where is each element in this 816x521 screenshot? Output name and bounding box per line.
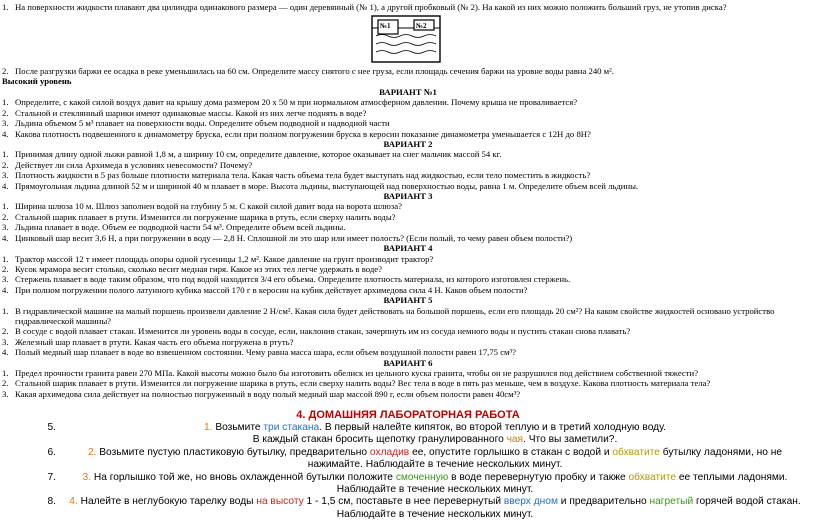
item-number: 3. xyxy=(2,222,9,233)
variant-item xyxy=(0,222,816,232)
variant-item xyxy=(0,368,816,378)
highlighted-word: обхватите xyxy=(612,446,660,458)
item-text: Какова плотность подвешенного к динамометру бруска, если при полном погружении бруска в керосин показание динамометра уменьшается с 12Н до 8Н? xyxy=(15,128,591,139)
text-segment: бутылку ладонями, но не нажимайте. Наблюдайте в течение нескольких минут. xyxy=(307,446,783,471)
homework-item-number: 8. xyxy=(47,496,56,508)
text-segment: . Что вы заметили?. xyxy=(523,434,618,446)
item-number: 4. xyxy=(2,180,9,191)
homework-section xyxy=(0,409,816,521)
text-segment: Налейте в неглубокую тарелку воды xyxy=(80,496,257,508)
variant-item xyxy=(0,160,816,170)
variant-title: ВАРИАНТ 5 xyxy=(383,295,433,306)
variant-item xyxy=(0,378,816,388)
item-number: 1. xyxy=(2,97,9,108)
item-text: Стержень плавает в воде таким образом, что под водой находится 3/4 его объема. Определите плотность материала, из которого изготовлен стержень. xyxy=(15,274,571,285)
homework-item-number: 6. xyxy=(47,446,56,458)
variant-item xyxy=(0,274,816,284)
variant-item xyxy=(0,285,816,295)
item-text: На поверхности жидкости плавают два цилиндра одинакового размера — один деревянный (№ 1), а другой пробковый (№ 2). На какой из них можно положить больший груз, не утопив диска? xyxy=(15,2,727,12)
highlighted-word: чая xyxy=(506,434,524,446)
text-segment: ее теплыми ладонями. Наблюдайте в течение нескольких минут. xyxy=(336,471,788,496)
wave-3 xyxy=(376,51,436,54)
item-text: В гидравлической машине на малый поршень произвели давление 2 Н/см². Какая сила будет действовать на большой поршень, если его площадь 20 см²? На каком свойстве жидкостей основано устройство гидравлической машины? xyxy=(15,305,775,326)
text-segment: 1 - 1,5 см, поставьте в нее перевернутый xyxy=(303,496,504,508)
wave-2 xyxy=(376,43,436,46)
highlighted-word: нагретый xyxy=(649,496,694,508)
item-number: 3. xyxy=(2,118,9,129)
homework-item xyxy=(0,422,816,447)
item-number: 2. xyxy=(2,107,9,118)
item-number: 2. xyxy=(2,378,9,389)
intro-problem-2 xyxy=(0,66,816,87)
item-text: Действует ли сила Архимеда в условиях невесомости? Почему? xyxy=(15,159,253,170)
homework-title: 4. ДОМАШНЯЯ ЛАБОРАТОРНАЯ РАБОТА xyxy=(296,409,520,421)
highlighted-word: три стакана xyxy=(263,422,320,433)
item-number: 3. xyxy=(2,336,9,347)
item-number: 1. xyxy=(2,2,9,12)
text-segment: и предварительно xyxy=(557,496,650,508)
item-text: Кусок мрамора весит столько, сколько весит медная гиря. Какое из этих тел легче удержать в воде? xyxy=(15,263,382,274)
intro-item-2 xyxy=(0,66,816,76)
item-number: 1. xyxy=(2,367,9,378)
item-text: Стальной шарик плавает в ртути. Изменится ли погружение шарика в ртуть, если сверху налить воды? Вес тела в воде в пять раз меньше, чем в воздухе. Какова плотность материала тела? xyxy=(15,378,711,389)
item-number: 2. xyxy=(2,326,9,337)
variant-item xyxy=(0,149,816,159)
homework-list xyxy=(0,422,816,521)
item-text: Льдина объемом 5 м³ плавает на поверхности воды. Определите объем подводной и надводной части xyxy=(15,118,390,129)
item-number: 3. xyxy=(2,388,9,399)
item-text: Плотность жидкости в 5 раз больше плотности материала тела. Какая часть объема тела будет выступать над жидкостью, если тело поместить в жидкость? xyxy=(15,170,591,181)
variant-title: ВАРИАНТ 2 xyxy=(383,139,433,150)
homework-item xyxy=(0,472,816,497)
homework-step-number: 1. xyxy=(203,422,216,433)
item-number: 4. xyxy=(2,128,9,139)
item-text: В сосуде с водой плавает стакан. Изменится ли уровень воды в сосуде, если, наклонив стакан, зачерпнуть им из сосуда немного воды и пустить стакан снова плавать? xyxy=(15,326,631,337)
variant-item xyxy=(0,181,816,191)
item-number: 3. xyxy=(2,274,9,285)
homework-step-number: 4. xyxy=(69,496,81,508)
text-segment: В каждый стакан бросить щепотку гранулированного xyxy=(252,434,507,446)
highlighted-word: охладив xyxy=(369,446,410,458)
homework-item-number: 5. xyxy=(47,422,56,433)
variant-title: ВАРИАНТ 6 xyxy=(383,357,433,368)
item-number: 1. xyxy=(2,149,9,160)
cylinders-figure xyxy=(370,14,442,64)
variant-item xyxy=(0,201,816,211)
text-segment: Возьмите xyxy=(215,422,264,433)
text-segment: в воде перевернутую пробку и также xyxy=(448,471,629,483)
item-text: Прямоугольная льдина длиной 52 м и шириной 40 м плавает в море. Высота льдины, выступающей над поверхностью воды, равна 1 м. Определите объем всей льдины. xyxy=(15,180,639,191)
item-text: Полый медный шар плавает в воде во взвешенном состоянии. Чему равна масса шара, если объем воздушной полости равен 17,75 см³? xyxy=(15,347,517,358)
variant-item xyxy=(0,254,816,264)
variant-item xyxy=(0,129,816,139)
variant-item xyxy=(0,118,816,128)
text-segment: На горлышко той же, но вновь охлажденной бутылки положите xyxy=(93,471,396,483)
variant-title: ВАРИАНТ №1 xyxy=(379,87,437,97)
item-text: Стальной шарик плавает в ртути. Изменится ли погружение шарика в ртуть, если сверху налить воды? xyxy=(15,211,396,222)
text-segment: . В первый налейте кипяток, во второй теплую и в третий холодную воду. xyxy=(319,422,666,433)
homework-item-text xyxy=(62,472,816,497)
text-segment: Возьмите пустую пластиковую бутылку, предварительно xyxy=(99,446,370,458)
homework-item-text xyxy=(62,496,816,521)
variant-item xyxy=(0,306,816,327)
item-text: Льдина плавает в воде. Объем ее подводной части 54 м³. Определите объем всей льдины. xyxy=(15,222,346,233)
variant-item xyxy=(0,97,816,107)
variant-item xyxy=(0,264,816,274)
item-number: 2. xyxy=(2,66,9,76)
item-number: 1. xyxy=(2,253,9,264)
item-number: 4. xyxy=(2,232,9,243)
item-text: После разгрузки баржи ее осадка в реке уменьшилась на 60 см. Определите массу снятого с нее груза, если площадь сечения баржи на уровне воды равна 240 м². xyxy=(15,66,614,76)
highlighted-word: смоченную xyxy=(395,471,449,483)
item-text: Принимая длину одной лыжи равной 1,8 м, а ширину 10 см, определите давление, которое оказывает на снег мальчик массой 54 кг. xyxy=(15,149,502,160)
cylinder-1-label: №1 xyxy=(380,22,391,30)
highlighted-word: на высоту xyxy=(256,496,304,508)
variants xyxy=(0,87,816,399)
variant-item xyxy=(0,233,816,243)
homework-item-number: 7. xyxy=(47,471,56,483)
item-text: Ширина шлюза 10 м. Шлюз заполнен водой на глубину 5 м. С какой силой давит вода на ворота шлюза? xyxy=(15,201,403,212)
item-number: 3. xyxy=(2,170,9,181)
variant-item xyxy=(0,170,816,180)
variant-title: ВАРИАНТ 3 xyxy=(383,191,433,202)
variant-title: ВАРИАНТ 4 xyxy=(383,243,433,254)
homework-item-text xyxy=(62,422,816,447)
variant-item xyxy=(0,389,816,399)
level-heading: Высокий уровень xyxy=(2,76,72,87)
item-number: 1. xyxy=(2,201,9,212)
item-text: Какая архимедова сила действует на полностью погруженный в воду полый медный шар массой 890 г, если объем полости равен 40см³? xyxy=(15,388,521,399)
item-number: 1. xyxy=(2,305,9,316)
item-text: Предел прочности гранита равен 270 МПа. Какой высоты можно было бы изготовить обелиск из цельного куска гранита, чтобы он не разрушился под действием собственной тяжести? xyxy=(15,367,699,378)
item-text: Цинковый шар весит 3,6 Н, а при погружении в воду — 2,8 Н. Сплошной ли это шар или имеет полость? (Если полый, то чему равен объем полости?) xyxy=(15,232,573,243)
wave-1 xyxy=(376,35,436,38)
homework-item-text xyxy=(62,447,816,472)
homework-item xyxy=(0,447,816,472)
variant-item xyxy=(0,337,816,347)
homework-item xyxy=(0,496,816,521)
variant-item xyxy=(0,347,816,357)
item-text: Трактор массой 12 т имеет площадь опоры одной гусеницы 1,2 м². Какое давление на грунт производит трактор? xyxy=(15,253,434,264)
item-number: 2. xyxy=(2,159,9,170)
homework-step-number: 2. xyxy=(87,446,100,458)
item-number: 4. xyxy=(2,347,9,358)
item-text: Определите, с какой силой воздух давит на крышу дома размером 20 х 50 м при нормальном атмосферном давлении. Почему крыша не проваливается? xyxy=(15,97,578,108)
text-segment: ее, опустите горлышко в стакан с водой и xyxy=(409,446,613,458)
highlighted-word: вверх дном xyxy=(503,496,558,508)
highlighted-word: обхватите xyxy=(628,471,677,483)
item-number: 4. xyxy=(2,284,9,295)
variant-item xyxy=(0,212,816,222)
variant-item xyxy=(0,108,816,118)
homework-step-number: 3. xyxy=(82,471,94,483)
item-text: Железный шар плавает в ртути. Какая часть его объема погружена в ртуть? xyxy=(15,336,294,347)
text-segment: горячей водой стакан. Наблюдайте в течение нескольких минут. xyxy=(336,496,801,520)
item-number: 2. xyxy=(2,211,9,222)
intro-item-1 xyxy=(0,2,816,12)
cylinder-2-label: №2 xyxy=(416,22,427,30)
item-text: При полном погружении полого латунного кубика массой 170 г в керосин на кубик действует архимедова сила 4 Н. Каков объем полости? xyxy=(15,284,528,295)
variant-item xyxy=(0,326,816,336)
item-number: 2. xyxy=(2,263,9,274)
intro-problems xyxy=(0,2,816,12)
item-text: Стальной и стеклянный шарики имеют одинаковые массы. Какой из них легче поднять в воде? xyxy=(15,107,367,118)
